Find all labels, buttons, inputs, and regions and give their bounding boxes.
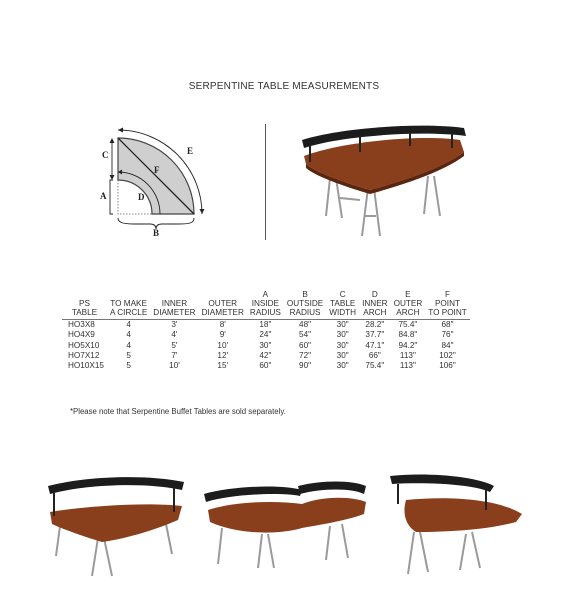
label-d: D <box>138 192 145 202</box>
table-cell: 4 <box>126 340 131 350</box>
table-cell: 47.1" <box>365 340 385 350</box>
table-cell: 10' <box>217 340 229 350</box>
table-cell: HO4X9 <box>68 330 95 340</box>
table-cell: 5 <box>126 350 131 360</box>
table-header-row <box>62 290 470 320</box>
table-row <box>62 341 470 351</box>
col-point-to-point: F POINT TO POINT <box>425 290 470 320</box>
table-cell: 102" <box>439 350 456 360</box>
table-cell: 68" <box>441 320 454 329</box>
table-cell: 106" <box>439 361 456 371</box>
table-cell: 60" <box>299 340 312 350</box>
col-inner-diameter: INNER DIAMETER <box>150 290 198 320</box>
col-outer-diameter: OUTER DIAMETER <box>199 290 247 320</box>
col-ps-table: PS TABLE <box>62 290 107 320</box>
table-cell: HO3X8 <box>68 320 95 329</box>
table-cell: 18" <box>259 320 272 329</box>
col-table-width: C TABLE WIDTH <box>326 290 359 320</box>
table-cell: 37.7" <box>365 330 385 340</box>
table-row <box>62 320 470 331</box>
table-cell: 24" <box>259 330 272 340</box>
table-cell: HO10X15 <box>68 361 104 371</box>
table-cell: 4' <box>171 330 178 340</box>
table-cell: 75.4" <box>398 320 418 329</box>
table-cell: 113" <box>399 350 416 360</box>
table-cell: 9' <box>219 330 226 340</box>
table-row <box>62 361 470 371</box>
table-cell: 4 <box>126 330 131 340</box>
table-cell: 12' <box>217 350 229 360</box>
table-cell: HO5X10 <box>68 340 100 350</box>
table-cell: 30" <box>336 340 349 350</box>
table-cell: 4 <box>126 320 131 329</box>
table-cell: 30" <box>336 350 349 360</box>
col-outer-arch: E OUTER ARCH <box>391 290 426 320</box>
table-cell: 5 <box>126 361 131 371</box>
table-cell: 30" <box>336 330 349 340</box>
table-cell: 75.4" <box>365 361 385 371</box>
label-f: F <box>154 165 160 175</box>
table-cell: 66" <box>368 350 381 360</box>
label-a: A <box>100 191 107 201</box>
table-cell: 84.8" <box>398 330 418 340</box>
col-inside-radius: A INSIDE RADIUS <box>247 290 284 320</box>
table-cell: 28.2" <box>365 320 385 329</box>
table-cell: 54" <box>299 330 312 340</box>
table-cell: 10' <box>169 361 180 371</box>
page-title: SERPENTINE TABLE MEASUREMENTS <box>188 81 380 92</box>
table-cell: 8' <box>219 320 226 329</box>
wood-tabletop <box>304 138 464 190</box>
label-b: B <box>153 228 160 236</box>
table-cell: 94.2" <box>398 340 418 350</box>
table-cell: 30" <box>259 340 272 350</box>
label-e: E <box>187 146 194 156</box>
table-cell: 113" <box>399 361 416 371</box>
table-cell: 72" <box>299 350 312 360</box>
table-cell: 30" <box>336 320 349 329</box>
table-cell: 60" <box>259 361 272 371</box>
table-cell: 42" <box>259 350 272 360</box>
table-cell: 90" <box>299 361 312 371</box>
footnote: *Please note that Serpentine Buffet Tables are sold separately. <box>70 407 286 416</box>
col-inner-arch: D INNER ARCH <box>359 290 390 320</box>
dimension-a-bracket <box>110 180 113 214</box>
table-cell: 3' <box>171 320 178 329</box>
table-cell: HO7X12 <box>68 350 100 360</box>
table-cell: 76" <box>441 330 454 340</box>
table-cell: 84" <box>441 340 454 350</box>
serpentine-geometry-diagram <box>96 124 256 236</box>
col-outside-radius: B OUTSIDE RADIUS <box>284 290 326 320</box>
measurement-table <box>62 290 470 371</box>
table-photo-serpentine-angle <box>386 470 526 580</box>
serpentine-table-photo <box>300 118 470 240</box>
table-photo-serpentine-pair <box>202 476 368 572</box>
table-cell: 15' <box>217 361 229 371</box>
table-cell: 30" <box>336 361 349 371</box>
col-to-make-circle: TO MAKE A CIRCLE <box>107 290 150 320</box>
table-cell: 5' <box>171 340 178 350</box>
table-row <box>62 330 470 340</box>
table-cell: 7' <box>171 350 178 360</box>
vertical-divider <box>265 124 266 240</box>
table-row <box>62 351 470 361</box>
label-c: C <box>102 150 109 160</box>
table-photo-half-round <box>46 472 186 580</box>
table-cell: 48" <box>299 320 312 329</box>
